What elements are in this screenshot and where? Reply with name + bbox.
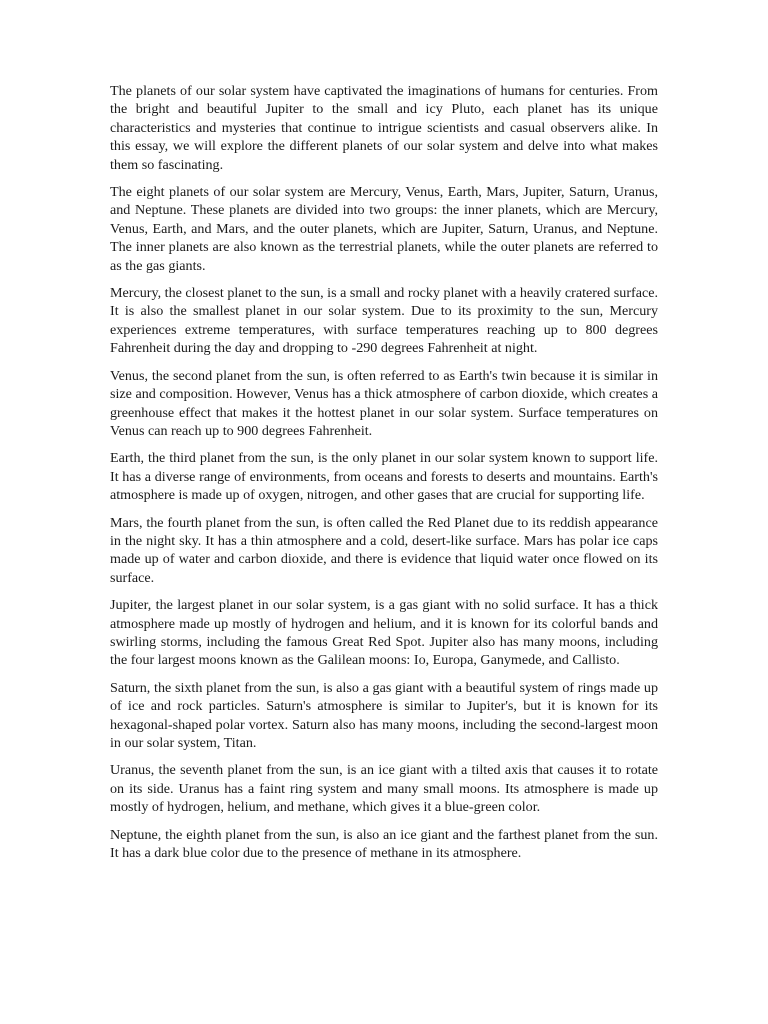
paragraph-3: Mercury, the closest planet to the sun, is a small and rocky planet with a heavily cratered surface. It is also the smallest planet in our solar system. Due to its proximity to the sun, Mercury experiences extreme temperatures, with surface temperatures reaching up to 800 degrees Fahrenheit during the day and dropping to -290 degrees Fahrenheit at night. [110, 285, 658, 357]
paragraph-9: Uranus, the seventh planet from the sun, is an ice giant with a tilted axis that causes it to rotate on its side. Uranus has a faint ring system and many small moons. Its atmosphere is made up mostly of hydrogen, helium, and methane, which gives it a blue-green color. [110, 762, 658, 816]
paragraph-2: The eight planets of our solar system are Mercury, Venus, Earth, Mars, Jupiter, Saturn, Uranus, and Neptune. These planets are divided into two groups: the inner planets, which are Mercury, Venus, Earth, and Mars, and the outer planets, which are Jupiter, Saturn, Uranus, and Neptune. The inner planets are also known as the terrestrial planets, while the outer planets are referred to as the gas giants. [110, 184, 658, 274]
paragraph-8: Saturn, the sixth planet from the sun, is also a gas giant with a beautiful system of rings made up of ice and rock particles. Saturn's atmosphere is similar to Jupiter's, but it is known for its hexagonal-shaped polar vortex. Saturn also has many moons, including the second-largest moon in our solar system, Titan. [110, 679, 658, 751]
paragraph-7: Jupiter, the largest planet in our solar system, is a gas giant with no solid surface. It has a thick atmosphere made up mostly of hydrogen and helium, and it is known for its colorful bands and swirling storms, including the famous Great Red Spot. Jupiter also has many moons, including the four largest moons known as the Galilean moons: Io, Europa, Ganymede, and Callisto. [110, 597, 658, 669]
paragraph-5: Earth, the third planet from the sun, is the only planet in our solar system known to support life. It has a diverse range of environments, from oceans and forests to deserts and mountains. Earth's atmosphere is made up of oxygen, nitrogen, and other gases that are crucial for supporting life. [110, 450, 658, 504]
paragraph-6: Mars, the fourth planet from the sun, is often called the Red Planet due to its reddish appearance in the night sky. It has a thin atmosphere and a cold, desert-like surface. Mars has polar ice caps made up of water and carbon dioxide, and there is evidence that liquid water once flowed on its surface. [110, 514, 658, 586]
paragraph-4: Venus, the second planet from the sun, is often referred to as Earth's twin because it is similar in size and composition. However, Venus has a thick atmosphere of carbon dioxide, which creates a greenhouse effect that makes it the hottest planet in our solar system. Surface temperatures on Venus can reach up to 900 degrees Fahrenheit. [110, 367, 658, 439]
paragraph-10: Neptune, the eighth planet from the sun, is also an ice giant and the farthest planet from the sun. It has a dark blue color due to the presence of methane in its atmosphere. [110, 826, 658, 862]
essay-body [110, 82, 658, 871]
paragraph-1: The planets of our solar system have captivated the imaginations of humans for centuries. From the bright and beautiful Jupiter to the small and icy Pluto, each planet has its unique characteristics and mysteries that continue to intrigue scientists and casual observers alike. In this essay, we will explore the different planets of our solar system and delve into what makes them so fascinating. [110, 83, 658, 173]
